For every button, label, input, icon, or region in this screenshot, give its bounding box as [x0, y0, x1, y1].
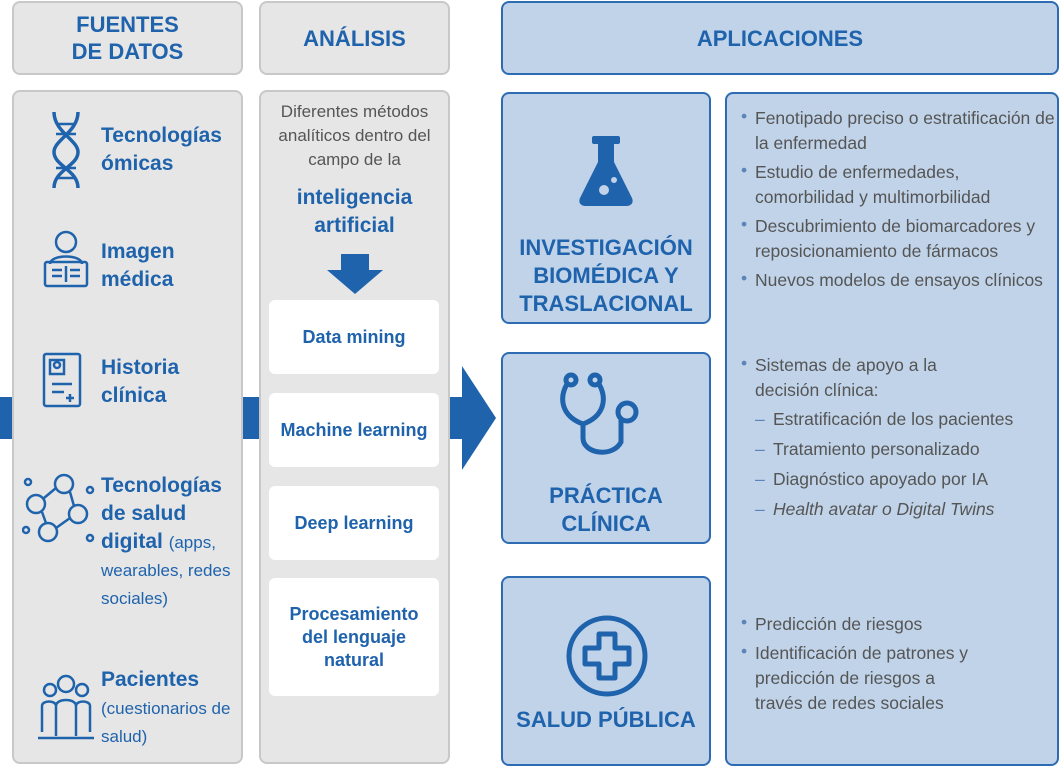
app-public-title: SALUD PÚBLICA	[516, 707, 696, 732]
header-fuentes-label: FUENTES DE DATOS	[71, 12, 184, 64]
sources-panel	[12, 90, 243, 764]
header-aplicaciones-label: APLICACIONES	[696, 25, 864, 51]
medical-imaging-icon	[42, 228, 90, 292]
digital-network-icon	[22, 472, 96, 548]
method-nlp	[269, 578, 439, 696]
list-item: – Diagnóstico apoyado por IA	[755, 467, 1057, 492]
app-clinical-title: PRÁCTICA CLÍNICA	[549, 483, 663, 536]
dna-icon	[44, 110, 88, 190]
list-item: • Identificación de patrones y predicción de riesgos a través de redes sociales	[741, 641, 1057, 716]
source-pacientes-sub: (cuestionarios de salud)	[101, 699, 231, 746]
method-machine-learning-label: Machine learning	[280, 419, 428, 440]
app-research-title: INVESTIGACIÓN BIOMÉDICA Y TRASLACIONAL	[519, 235, 693, 316]
app-public	[501, 576, 711, 766]
list-item: • Descubrimiento de biomarcadores y reposicionamiento de fármacos	[741, 214, 1057, 264]
source-digital-title-text: Tecnologías de salud digital	[101, 474, 222, 553]
medical-cross-icon	[565, 614, 649, 698]
source-pacientes-title	[101, 666, 231, 750]
analysis-panel	[259, 90, 450, 764]
method-nlp-label: Procesamiento del lenguaje natural	[289, 603, 419, 670]
down-arrow-icon	[325, 254, 385, 294]
details-clinical-list	[741, 353, 1057, 527]
clinical-record-icon	[40, 350, 84, 410]
stethoscope-icon	[555, 368, 655, 464]
list-item: • Nuevos modelos de ensayos clínicos	[741, 268, 1057, 293]
source-pacientes-title-text: Pacientes	[101, 668, 200, 691]
method-data-mining	[269, 300, 439, 374]
details-panel	[725, 92, 1059, 766]
list-item: • Estudio de enfermedades, comorbilidad y multimorbilidad	[741, 160, 1057, 210]
main-arrow-head	[462, 366, 496, 470]
details-research-list	[741, 106, 1057, 297]
source-omicas-title: Tecnologías ómicas	[101, 124, 222, 175]
method-deep-learning	[269, 486, 439, 560]
method-machine-learning	[269, 393, 439, 467]
app-research	[501, 92, 711, 324]
method-data-mining-label: Data mining	[302, 326, 406, 347]
clinical-sub-list	[755, 407, 1057, 522]
list-item: • Fenotipado preciso o estratificación de la enfermedad	[741, 106, 1057, 156]
app-clinical	[501, 352, 711, 544]
details-public-list	[741, 612, 1057, 720]
clinical-main-text: • Sistemas de apoyo a la decisión clínica:	[755, 355, 937, 400]
source-imagen-title: Imagen médica	[101, 240, 175, 291]
list-item	[741, 353, 1057, 522]
list-item: • Predicción de riesgos	[741, 612, 1057, 637]
method-deep-learning-label: Deep learning	[294, 512, 414, 533]
source-historia-title: Historia clínica	[101, 356, 180, 407]
source-digital-title	[101, 472, 241, 612]
header-analisis-label: ANÁLISIS	[303, 25, 406, 51]
list-item: – Health avatar o Digital Twins	[755, 497, 1057, 522]
analysis-intro: Diferentes métodos analíticos dentro del campo de la	[278, 102, 431, 169]
analysis-intro-bold: inteligencia artificial	[296, 186, 413, 237]
patients-group-icon	[36, 672, 96, 742]
flask-icon	[574, 134, 638, 208]
source-digital-sub: (apps, wearables, redes sociales)	[101, 533, 231, 608]
list-item: – Tratamiento personalizado	[755, 437, 1057, 462]
list-item: – Estratificación de los pacientes	[755, 407, 1057, 432]
